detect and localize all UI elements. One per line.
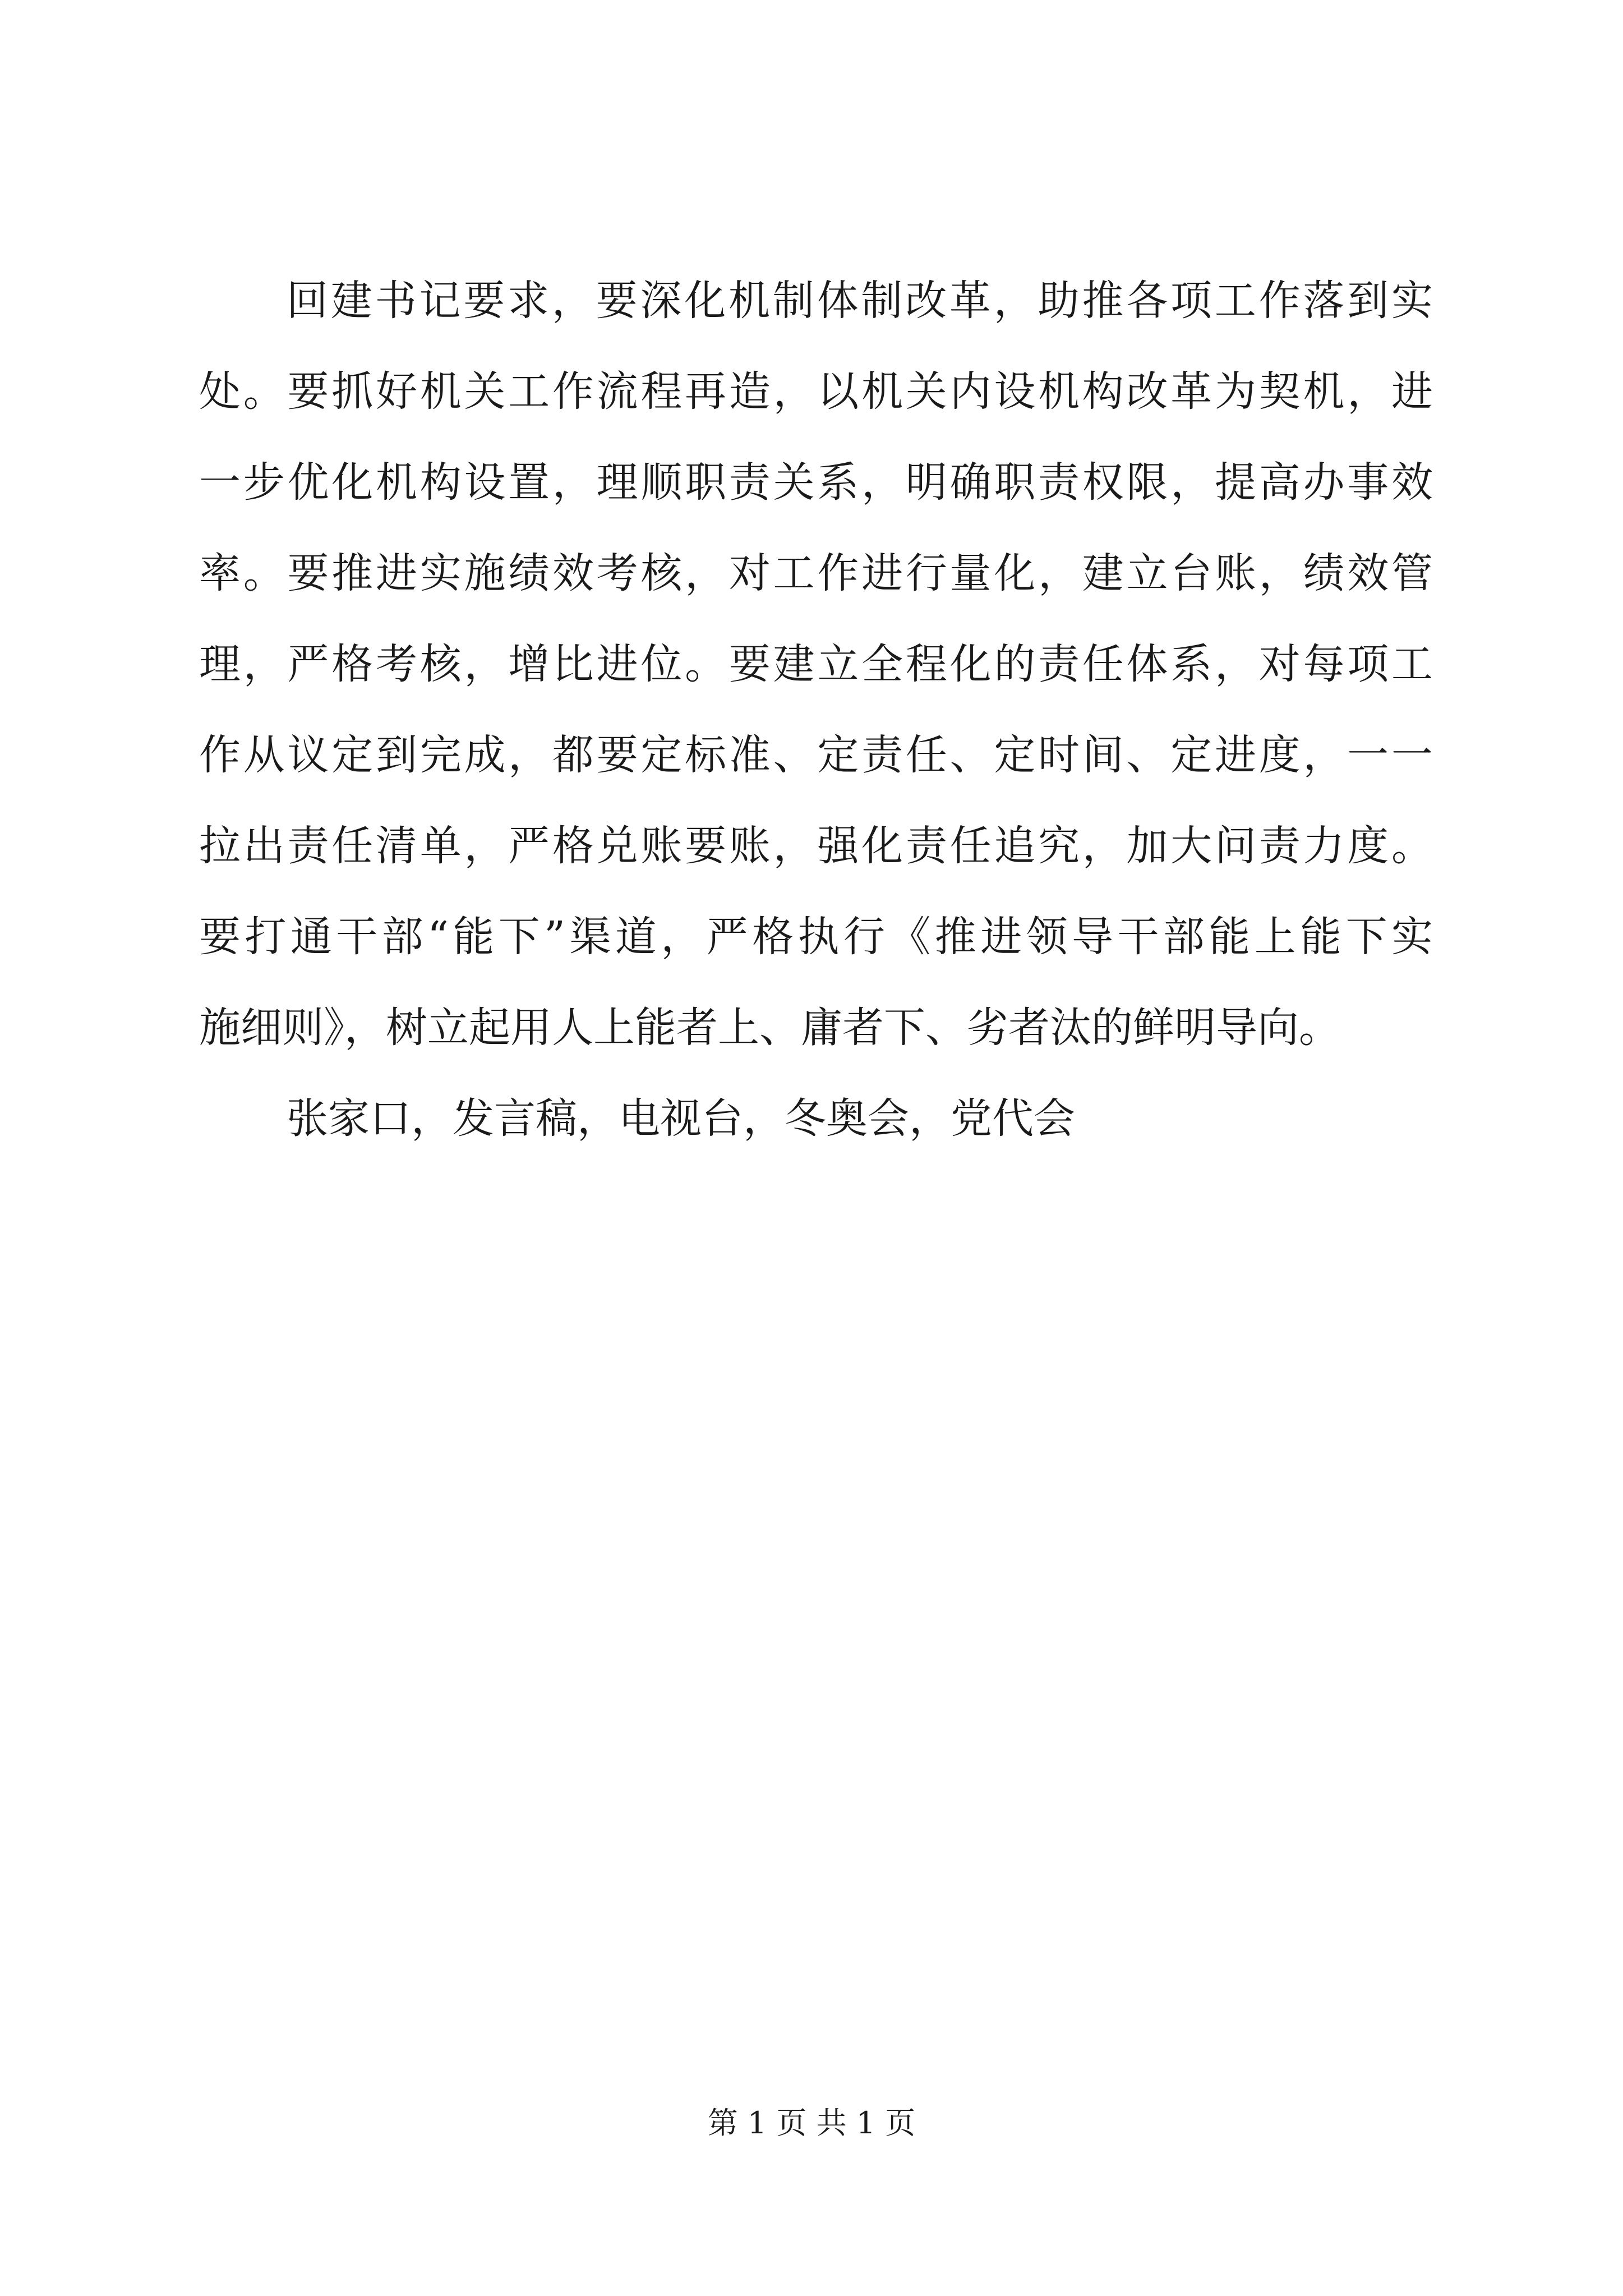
paragraph-2-keywords: [199, 1073, 1433, 1164]
text-line: 一步优化机构设置，理顺职责关系，明确职责权限，提高办事效: [199, 458, 1433, 507]
keywords-line: 张家口，发言稿，电视台，冬奥会，党代会: [287, 1094, 1075, 1143]
paragraph-1: [199, 255, 1433, 1073]
text-line: 率。要推进实施绩效考核，对工作进行量化，建立台账，绩效管: [199, 549, 1433, 597]
text-line: 理，严格考核，增比进位。要建立全程化的责任体系，对每项工: [199, 640, 1433, 688]
text-line: 要打通干部“能下”渠道，严格执行《推进领导干部能上能下实: [199, 913, 1433, 961]
text-line: 作从议定到完成，都要定标准、定责任、定时间、定进度，一一: [199, 731, 1433, 779]
page-number-footer: 第 1 页 共 1 页: [707, 2105, 916, 2141]
text-line: 处。要抓好机关工作流程再造，以机关内设机构改革为契机，进: [199, 367, 1433, 416]
document-body: [199, 255, 1433, 1164]
text-line: 施细则》，树立起用人上能者上、庸者下、劣者汰的鲜明导向。: [199, 1004, 1340, 1052]
text-line: 拉出责任清单，严格兑账要账，强化责任追究，加大问责力度。: [199, 822, 1433, 870]
text-line: 回建书记要求，要深化机制体制改革，助推各项工作落到实: [287, 277, 1433, 325]
